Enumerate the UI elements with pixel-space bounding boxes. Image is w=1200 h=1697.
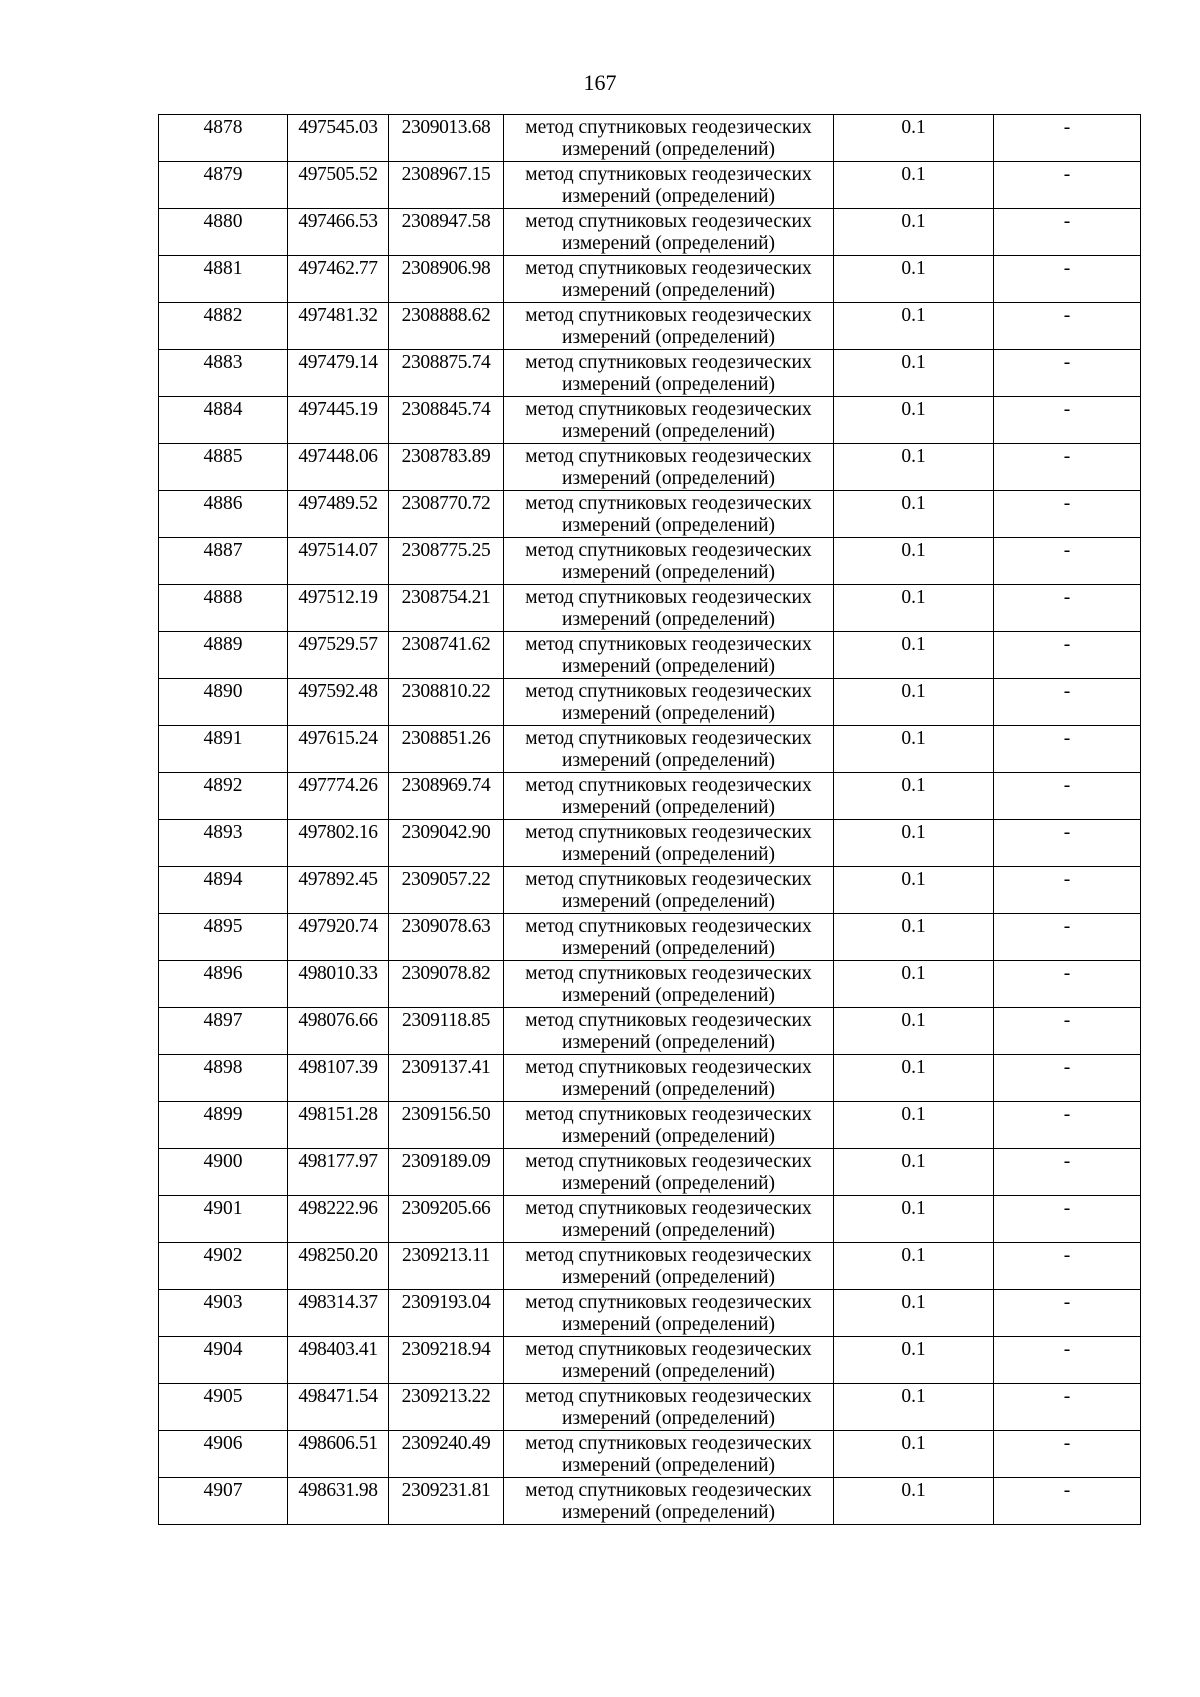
y-coordinate-cell: 2309205.66 xyxy=(389,1196,504,1243)
method-line-1: метод спутниковых геодезических xyxy=(525,117,812,138)
method-line-1: метод спутниковых геодезических xyxy=(525,540,812,561)
point-number-cell: 4905 xyxy=(159,1384,288,1431)
method-line-1: метод спутниковых геодезических xyxy=(525,869,812,890)
method-line-2: измерений (определений) xyxy=(561,1032,776,1053)
method-cell xyxy=(504,726,834,773)
y-coordinate-cell: 2309213.22 xyxy=(389,1384,504,1431)
table-row xyxy=(159,209,1141,256)
method-cell xyxy=(504,350,834,397)
method-line-2: измерений (определений) xyxy=(561,374,776,395)
method-cell xyxy=(504,444,834,491)
note-cell: - xyxy=(994,538,1141,585)
table-row xyxy=(159,726,1141,773)
note-cell: - xyxy=(994,115,1141,162)
method-cell xyxy=(504,632,834,679)
point-number-cell: 4878 xyxy=(159,115,288,162)
method-line-2: измерений (определений) xyxy=(561,938,776,959)
method-cell xyxy=(504,1478,834,1525)
accuracy-cell: 0.1 xyxy=(834,1431,994,1478)
y-coordinate-cell: 2309118.85 xyxy=(389,1008,504,1055)
method-cell xyxy=(504,773,834,820)
accuracy-cell: 0.1 xyxy=(834,209,994,256)
y-coordinate-cell: 2308969.74 xyxy=(389,773,504,820)
y-coordinate-cell: 2308775.25 xyxy=(389,538,504,585)
accuracy-cell: 0.1 xyxy=(834,256,994,303)
point-number-cell: 4884 xyxy=(159,397,288,444)
table-row xyxy=(159,115,1141,162)
method-cell xyxy=(504,585,834,632)
table-row xyxy=(159,1337,1141,1384)
x-coordinate-cell: 497481.32 xyxy=(288,303,389,350)
method-line-1: метод спутниковых геодезических xyxy=(525,1104,812,1125)
accuracy-cell: 0.1 xyxy=(834,491,994,538)
method-line-2: измерений (определений) xyxy=(561,139,776,160)
method-line-1: метод спутниковых геодезических xyxy=(525,211,812,232)
method-line-1: метод спутниковых геодезических xyxy=(525,1057,812,1078)
accuracy-cell: 0.1 xyxy=(834,585,994,632)
accuracy-cell: 0.1 xyxy=(834,1384,994,1431)
method-line-1: метод спутниковых геодезических xyxy=(525,963,812,984)
table-row xyxy=(159,1196,1141,1243)
x-coordinate-cell: 498010.33 xyxy=(288,961,389,1008)
method-line-1: метод спутниковых геодезических xyxy=(525,1433,812,1454)
table-row xyxy=(159,256,1141,303)
method-line-1: метод спутниковых геодезических xyxy=(525,305,812,326)
method-cell xyxy=(504,1102,834,1149)
method-line-1: метод спутниковых геодезических xyxy=(525,1198,812,1219)
y-coordinate-cell: 2308947.58 xyxy=(389,209,504,256)
method-line-2: измерений (определений) xyxy=(561,656,776,677)
table-row xyxy=(159,491,1141,538)
x-coordinate-cell: 497615.24 xyxy=(288,726,389,773)
method-line-1: метод спутниковых геодезических xyxy=(525,681,812,702)
point-number-cell: 4904 xyxy=(159,1337,288,1384)
x-coordinate-cell: 498471.54 xyxy=(288,1384,389,1431)
point-number-cell: 4880 xyxy=(159,209,288,256)
note-cell: - xyxy=(994,491,1141,538)
point-number-cell: 4895 xyxy=(159,914,288,961)
y-coordinate-cell: 2309193.04 xyxy=(389,1290,504,1337)
x-coordinate-cell: 497466.53 xyxy=(288,209,389,256)
method-line-2: измерений (определений) xyxy=(561,1079,776,1100)
point-number-cell: 4894 xyxy=(159,867,288,914)
note-cell: - xyxy=(994,397,1141,444)
table-row xyxy=(159,1149,1141,1196)
y-coordinate-cell: 2308770.72 xyxy=(389,491,504,538)
accuracy-cell: 0.1 xyxy=(834,773,994,820)
note-cell: - xyxy=(994,1337,1141,1384)
method-cell xyxy=(504,1337,834,1384)
note-cell: - xyxy=(994,1384,1141,1431)
y-coordinate-cell: 2308967.15 xyxy=(389,162,504,209)
method-line-1: метод спутниковых геодезических xyxy=(525,399,812,420)
y-coordinate-cell: 2309013.68 xyxy=(389,115,504,162)
method-line-1: метод спутниковых геодезических xyxy=(525,164,812,185)
accuracy-cell: 0.1 xyxy=(834,1196,994,1243)
method-line-2: измерений (определений) xyxy=(561,797,776,818)
y-coordinate-cell: 2308754.21 xyxy=(389,585,504,632)
point-number-cell: 4887 xyxy=(159,538,288,585)
y-coordinate-cell: 2309137.41 xyxy=(389,1055,504,1102)
note-cell: - xyxy=(994,1149,1141,1196)
method-line-1: метод спутниковых геодезических xyxy=(525,1339,812,1360)
accuracy-cell: 0.1 xyxy=(834,726,994,773)
y-coordinate-cell: 2308906.98 xyxy=(389,256,504,303)
table-row xyxy=(159,1384,1141,1431)
point-number-cell: 4907 xyxy=(159,1478,288,1525)
method-line-2: измерений (определений) xyxy=(561,1126,776,1147)
table-row xyxy=(159,1102,1141,1149)
accuracy-cell: 0.1 xyxy=(834,162,994,209)
y-coordinate-cell: 2309057.22 xyxy=(389,867,504,914)
method-line-2: измерений (определений) xyxy=(561,1314,776,1335)
table-row xyxy=(159,1431,1141,1478)
note-cell: - xyxy=(994,1196,1141,1243)
method-line-2: измерений (определений) xyxy=(561,280,776,301)
method-line-1: метод спутниковых геодезических xyxy=(525,493,812,514)
accuracy-cell: 0.1 xyxy=(834,867,994,914)
accuracy-cell: 0.1 xyxy=(834,914,994,961)
note-cell: - xyxy=(994,1243,1141,1290)
note-cell: - xyxy=(994,350,1141,397)
method-line-1: метод спутниковых геодезических xyxy=(525,1151,812,1172)
method-line-1: метод спутниковых геодезических xyxy=(525,728,812,749)
coordinates-table-body xyxy=(159,115,1141,1525)
x-coordinate-cell: 498151.28 xyxy=(288,1102,389,1149)
accuracy-cell: 0.1 xyxy=(834,1243,994,1290)
note-cell: - xyxy=(994,961,1141,1008)
note-cell: - xyxy=(994,162,1141,209)
method-line-2: измерений (определений) xyxy=(561,703,776,724)
x-coordinate-cell: 497592.48 xyxy=(288,679,389,726)
method-line-2: измерений (определений) xyxy=(561,1408,776,1429)
method-cell xyxy=(504,303,834,350)
y-coordinate-cell: 2309189.09 xyxy=(389,1149,504,1196)
note-cell: - xyxy=(994,256,1141,303)
x-coordinate-cell: 498314.37 xyxy=(288,1290,389,1337)
method-cell xyxy=(504,961,834,1008)
x-coordinate-cell: 497448.06 xyxy=(288,444,389,491)
point-number-cell: 4902 xyxy=(159,1243,288,1290)
method-cell xyxy=(504,1290,834,1337)
method-line-1: метод спутниковых геодезических xyxy=(525,634,812,655)
method-cell xyxy=(504,914,834,961)
point-number-cell: 4891 xyxy=(159,726,288,773)
method-cell xyxy=(504,679,834,726)
point-number-cell: 4885 xyxy=(159,444,288,491)
method-line-1: метод спутниковых геодезических xyxy=(525,352,812,373)
table-row xyxy=(159,632,1141,679)
y-coordinate-cell: 2308845.74 xyxy=(389,397,504,444)
accuracy-cell: 0.1 xyxy=(834,1149,994,1196)
method-cell xyxy=(504,1384,834,1431)
method-cell xyxy=(504,115,834,162)
method-line-2: измерений (определений) xyxy=(561,1361,776,1382)
accuracy-cell: 0.1 xyxy=(834,1008,994,1055)
note-cell: - xyxy=(994,773,1141,820)
x-coordinate-cell: 497892.45 xyxy=(288,867,389,914)
table-row xyxy=(159,1478,1141,1525)
accuracy-cell: 0.1 xyxy=(834,1478,994,1525)
y-coordinate-cell: 2308875.74 xyxy=(389,350,504,397)
method-line-1: метод спутниковых геодезических xyxy=(525,916,812,937)
method-line-2: измерений (определений) xyxy=(561,327,776,348)
y-coordinate-cell: 2309042.90 xyxy=(389,820,504,867)
table-row xyxy=(159,162,1141,209)
point-number-cell: 4900 xyxy=(159,1149,288,1196)
point-number-cell: 4889 xyxy=(159,632,288,679)
note-cell: - xyxy=(994,209,1141,256)
method-line-2: измерений (определений) xyxy=(561,1173,776,1194)
method-line-2: измерений (определений) xyxy=(561,844,776,865)
y-coordinate-cell: 2308741.62 xyxy=(389,632,504,679)
method-line-1: метод спутниковых геодезических xyxy=(525,446,812,467)
method-line-2: измерений (определений) xyxy=(561,468,776,489)
method-line-1: метод спутниковых геодезических xyxy=(525,1480,812,1501)
y-coordinate-cell: 2309078.63 xyxy=(389,914,504,961)
note-cell: - xyxy=(994,444,1141,491)
note-cell: - xyxy=(994,867,1141,914)
x-coordinate-cell: 497512.19 xyxy=(288,585,389,632)
method-line-2: измерений (определений) xyxy=(561,233,776,254)
method-cell xyxy=(504,1431,834,1478)
method-cell xyxy=(504,1243,834,1290)
table-row xyxy=(159,867,1141,914)
y-coordinate-cell: 2309213.11 xyxy=(389,1243,504,1290)
method-cell xyxy=(504,1196,834,1243)
table-row xyxy=(159,1008,1141,1055)
note-cell: - xyxy=(994,1055,1141,1102)
table-row xyxy=(159,303,1141,350)
method-cell xyxy=(504,1055,834,1102)
method-line-2: измерений (определений) xyxy=(561,609,776,630)
method-cell xyxy=(504,820,834,867)
x-coordinate-cell: 498631.98 xyxy=(288,1478,389,1525)
note-cell: - xyxy=(994,914,1141,961)
page-number: 167 xyxy=(583,70,617,95)
method-cell xyxy=(504,538,834,585)
table-row xyxy=(159,585,1141,632)
note-cell: - xyxy=(994,303,1141,350)
x-coordinate-cell: 498222.96 xyxy=(288,1196,389,1243)
x-coordinate-cell: 498076.66 xyxy=(288,1008,389,1055)
x-coordinate-cell: 498606.51 xyxy=(288,1431,389,1478)
point-number-cell: 4879 xyxy=(159,162,288,209)
table-row xyxy=(159,444,1141,491)
point-number-cell: 4892 xyxy=(159,773,288,820)
method-line-2: измерений (определений) xyxy=(561,1220,776,1241)
note-cell: - xyxy=(994,1008,1141,1055)
method-line-1: метод спутниковых геодезических xyxy=(525,1386,812,1407)
method-line-2: измерений (определений) xyxy=(561,562,776,583)
note-cell: - xyxy=(994,585,1141,632)
point-number-cell: 4903 xyxy=(159,1290,288,1337)
accuracy-cell: 0.1 xyxy=(834,444,994,491)
point-number-cell: 4886 xyxy=(159,491,288,538)
y-coordinate-cell: 2308783.89 xyxy=(389,444,504,491)
note-cell: - xyxy=(994,726,1141,773)
point-number-cell: 4906 xyxy=(159,1431,288,1478)
accuracy-cell: 0.1 xyxy=(834,538,994,585)
method-line-1: метод спутниковых геодезических xyxy=(525,587,812,608)
method-cell xyxy=(504,1008,834,1055)
method-line-2: измерений (определений) xyxy=(561,985,776,1006)
x-coordinate-cell: 498250.20 xyxy=(288,1243,389,1290)
point-number-cell: 4882 xyxy=(159,303,288,350)
x-coordinate-cell: 497505.52 xyxy=(288,162,389,209)
method-line-1: метод спутниковых геодезических xyxy=(525,822,812,843)
y-coordinate-cell: 2309240.49 xyxy=(389,1431,504,1478)
method-line-1: метод спутниковых геодезических xyxy=(525,258,812,279)
note-cell: - xyxy=(994,1431,1141,1478)
point-number-cell: 4883 xyxy=(159,350,288,397)
accuracy-cell: 0.1 xyxy=(834,1055,994,1102)
x-coordinate-cell: 497462.77 xyxy=(288,256,389,303)
x-coordinate-cell: 497802.16 xyxy=(288,820,389,867)
x-coordinate-cell: 498107.39 xyxy=(288,1055,389,1102)
point-number-cell: 4899 xyxy=(159,1102,288,1149)
table-row xyxy=(159,350,1141,397)
y-coordinate-cell: 2308810.22 xyxy=(389,679,504,726)
method-line-1: метод спутниковых геодезических xyxy=(525,1292,812,1313)
x-coordinate-cell: 497545.03 xyxy=(288,115,389,162)
accuracy-cell: 0.1 xyxy=(834,1290,994,1337)
x-coordinate-cell: 497529.57 xyxy=(288,632,389,679)
point-number-cell: 4893 xyxy=(159,820,288,867)
accuracy-cell: 0.1 xyxy=(834,350,994,397)
note-cell: - xyxy=(994,1290,1141,1337)
method-line-2: измерений (определений) xyxy=(561,186,776,207)
x-coordinate-cell: 497774.26 xyxy=(288,773,389,820)
point-number-cell: 4896 xyxy=(159,961,288,1008)
y-coordinate-cell: 2309078.82 xyxy=(389,961,504,1008)
method-cell xyxy=(504,867,834,914)
table-row xyxy=(159,914,1141,961)
method-cell xyxy=(504,209,834,256)
note-cell: - xyxy=(994,679,1141,726)
point-number-cell: 4897 xyxy=(159,1008,288,1055)
method-cell xyxy=(504,491,834,538)
method-line-1: метод спутниковых геодезических xyxy=(525,1245,812,1266)
x-coordinate-cell: 497514.07 xyxy=(288,538,389,585)
accuracy-cell: 0.1 xyxy=(834,961,994,1008)
point-number-cell: 4881 xyxy=(159,256,288,303)
x-coordinate-cell: 498177.97 xyxy=(288,1149,389,1196)
point-number-cell: 4901 xyxy=(159,1196,288,1243)
method-cell xyxy=(504,162,834,209)
method-cell xyxy=(504,397,834,444)
coordinates-table xyxy=(158,114,1141,1525)
accuracy-cell: 0.1 xyxy=(834,1102,994,1149)
table-row xyxy=(159,1243,1141,1290)
y-coordinate-cell: 2309156.50 xyxy=(389,1102,504,1149)
table-row xyxy=(159,773,1141,820)
point-number-cell: 4888 xyxy=(159,585,288,632)
method-line-2: измерений (определений) xyxy=(561,1502,776,1523)
table-row xyxy=(159,820,1141,867)
method-line-1: метод спутниковых геодезических xyxy=(525,1010,812,1031)
table-row xyxy=(159,397,1141,444)
y-coordinate-cell: 2309231.81 xyxy=(389,1478,504,1525)
x-coordinate-cell: 497489.52 xyxy=(288,491,389,538)
table-row xyxy=(159,961,1141,1008)
y-coordinate-cell: 2309218.94 xyxy=(389,1337,504,1384)
accuracy-cell: 0.1 xyxy=(834,820,994,867)
table-row xyxy=(159,1290,1141,1337)
method-line-2: измерений (определений) xyxy=(561,891,776,912)
table-row xyxy=(159,679,1141,726)
x-coordinate-cell: 497479.14 xyxy=(288,350,389,397)
note-cell: - xyxy=(994,1478,1141,1525)
accuracy-cell: 0.1 xyxy=(834,632,994,679)
method-line-2: измерений (определений) xyxy=(561,1267,776,1288)
y-coordinate-cell: 2308851.26 xyxy=(389,726,504,773)
note-cell: - xyxy=(994,632,1141,679)
x-coordinate-cell: 497445.19 xyxy=(288,397,389,444)
point-number-cell: 4898 xyxy=(159,1055,288,1102)
note-cell: - xyxy=(994,1102,1141,1149)
method-line-2: измерений (определений) xyxy=(561,750,776,771)
y-coordinate-cell: 2308888.62 xyxy=(389,303,504,350)
point-number-cell: 4890 xyxy=(159,679,288,726)
table-row xyxy=(159,1055,1141,1102)
table-row xyxy=(159,538,1141,585)
method-line-2: измерений (определений) xyxy=(561,515,776,536)
method-line-2: измерений (определений) xyxy=(561,1455,776,1476)
method-cell xyxy=(504,1149,834,1196)
x-coordinate-cell: 498403.41 xyxy=(288,1337,389,1384)
x-coordinate-cell: 497920.74 xyxy=(288,914,389,961)
method-cell xyxy=(504,256,834,303)
method-line-1: метод спутниковых геодезических xyxy=(525,775,812,796)
accuracy-cell: 0.1 xyxy=(834,115,994,162)
accuracy-cell: 0.1 xyxy=(834,1337,994,1384)
accuracy-cell: 0.1 xyxy=(834,679,994,726)
note-cell: - xyxy=(994,820,1141,867)
accuracy-cell: 0.1 xyxy=(834,303,994,350)
accuracy-cell: 0.1 xyxy=(834,397,994,444)
method-line-2: измерений (определений) xyxy=(561,421,776,442)
